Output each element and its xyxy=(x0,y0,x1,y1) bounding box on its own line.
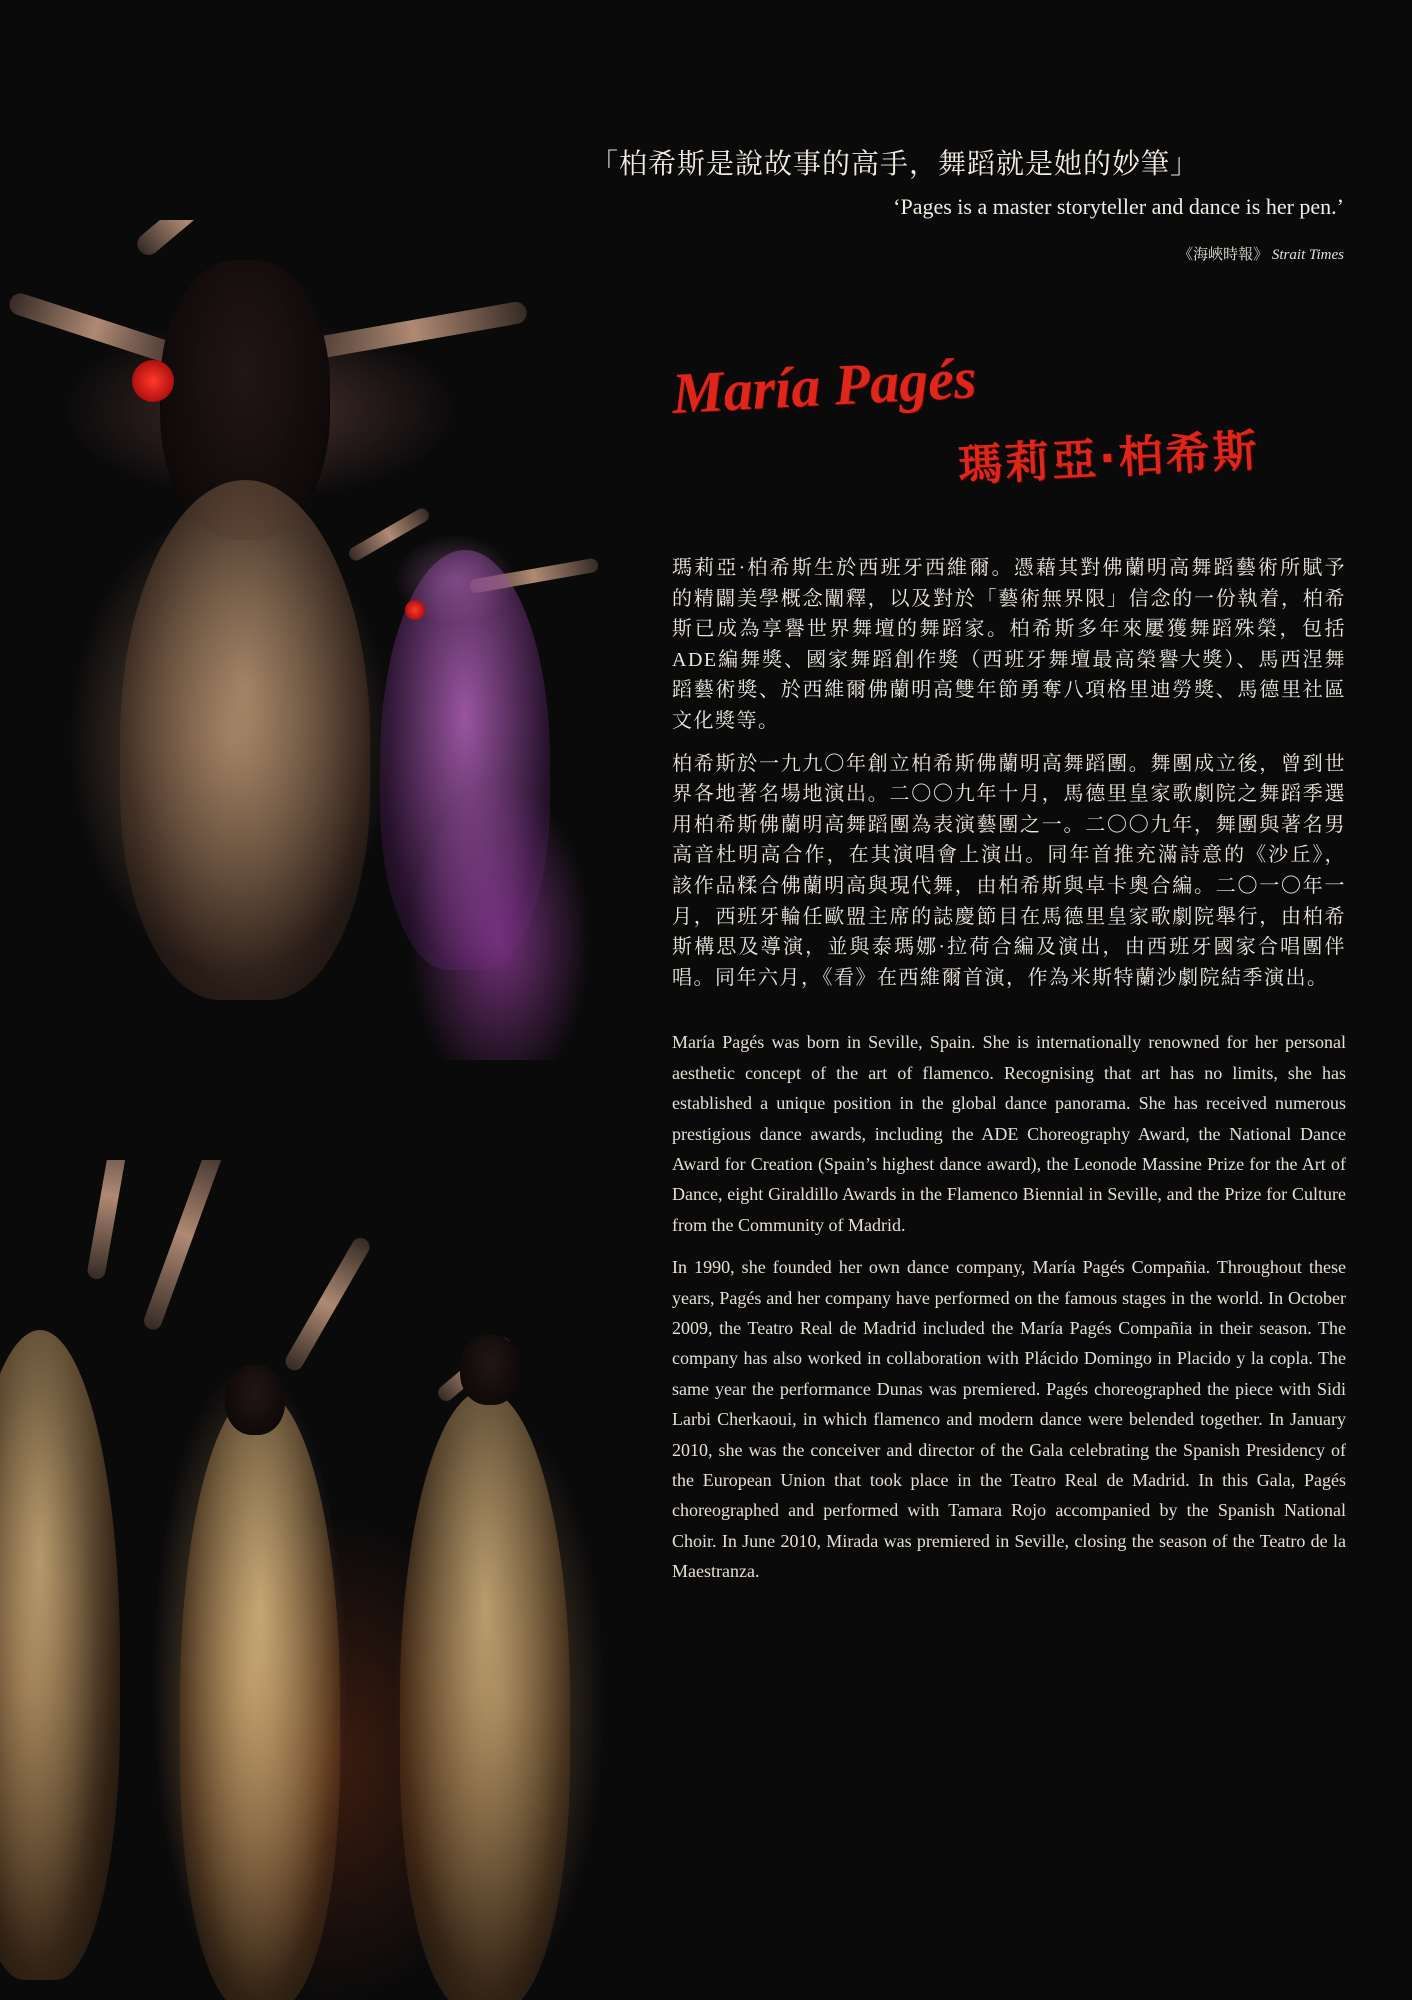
bio-paragraph-zh: 瑪莉亞·柏希斯生於西班牙西維爾。憑藉其對佛蘭明高舞蹈藝術所賦予的精闢美學概念闡釋，以及對於「藝術無界限」信念的一份執着，柏希斯已成為享譽世界舞壇的舞蹈家。柏希斯多年來屢獲舞蹈殊榮，包括ADE編舞獎、國家舞蹈創作獎（西班牙舞壇最高榮譽大獎）、馬西涅舞蹈藝術獎、於西維爾佛蘭明高雙年節勇奪八項格里迪勞獎、馬德里社區文化獎等。 xyxy=(672,557,1346,732)
dancer-photo-bottom xyxy=(0,1160,640,2000)
quote-source xyxy=(1178,243,1344,264)
bio-paragraph-zh: 柏希斯於一九九〇年創立柏希斯佛蘭明高舞蹈團。舞團成立後，曾到世界各地著名場地演出。二〇〇九年十月，馬德里皇家歌劇院之舞蹈季選用柏希斯佛蘭明高舞蹈團為表演藝團之一。二〇〇九年，舞團與著名男高音杜明高合作，在其演唱會上演出。同年首推充滿詩意的《沙丘》，該作品糅合佛蘭明高與現代舞，由柏希斯與卓卡奧合編。二〇一〇年一月，西班牙輪任歐盟主席的誌慶節目在馬德里皇家歌劇院舉行，由柏希斯構思及導演，並與泰瑪娜·拉荷合編及演出，由西班牙國家合唱團伴唱。同年六月，《看》在西維爾首演，作為米斯特蘭沙劇院結季演出。 xyxy=(672,752,1346,989)
artist-name-chinese: 瑪莉亞·柏希斯 xyxy=(956,425,1261,492)
quote-source-english: Strait Times xyxy=(1271,247,1344,263)
biography-text xyxy=(672,553,1346,1599)
quote-source-chinese: 《海峽時報》 xyxy=(1178,247,1269,263)
bio-paragraph-en: In 1990, she founded her own dance company, María Pagés Compañia. Throughout these years, Pagés and her company have performed on the famous stages in the world. In October 2009, the Teatro Real de Madrid included the María Pagés Compañia in their season. The company has also worked in collaboration with Plácido Domingo in Placido y la copla. The same year the performance Dunas was premiered. Pagés choreographed the piece with Sidi Larbi Cherkaoui, in which flamenco and modern dance were belended together. In January 2010, she was the conceiver and director of the Gala celebrating the Spanish Presidency of the European Union that took place in the Teatro Real de Madrid. In this Gala, Pagés choreographed and performed with Tamara Rojo accompanied by the Spanish National Choir. In June 2010, Mirada was premiered in Seville, closing the season of the Teatro de la Maestranza. xyxy=(672,1257,1346,1582)
quote-chinese: 「柏希斯是說故事的高手，舞蹈就是她的妙筆」 xyxy=(590,149,1200,180)
quote-english: ‘Pages is a master storyteller and dance is her pen.’ xyxy=(893,194,1344,219)
bio-paragraph-en: María Pagés was born in Seville, Spain. She is internationally renowned for her personal aesthetic concept of the art of flamenco. Recognising that art has no limits, she has established a unique position in the global dance panorama. She has received numerous prestigious dance awards, including the ADE Choreography Award, the National Dance Award for Creation (Spain’s highest dance award), the Leonode Massine Prize for the Art of Dance, eight Giraldillo Awards in the Flamenco Biennial in Seville, and the Prize for Culture from the Community of Madrid. xyxy=(672,1032,1346,1235)
artist-name-english: María Pagés xyxy=(670,345,978,426)
dancer-photo-top xyxy=(0,220,640,1060)
